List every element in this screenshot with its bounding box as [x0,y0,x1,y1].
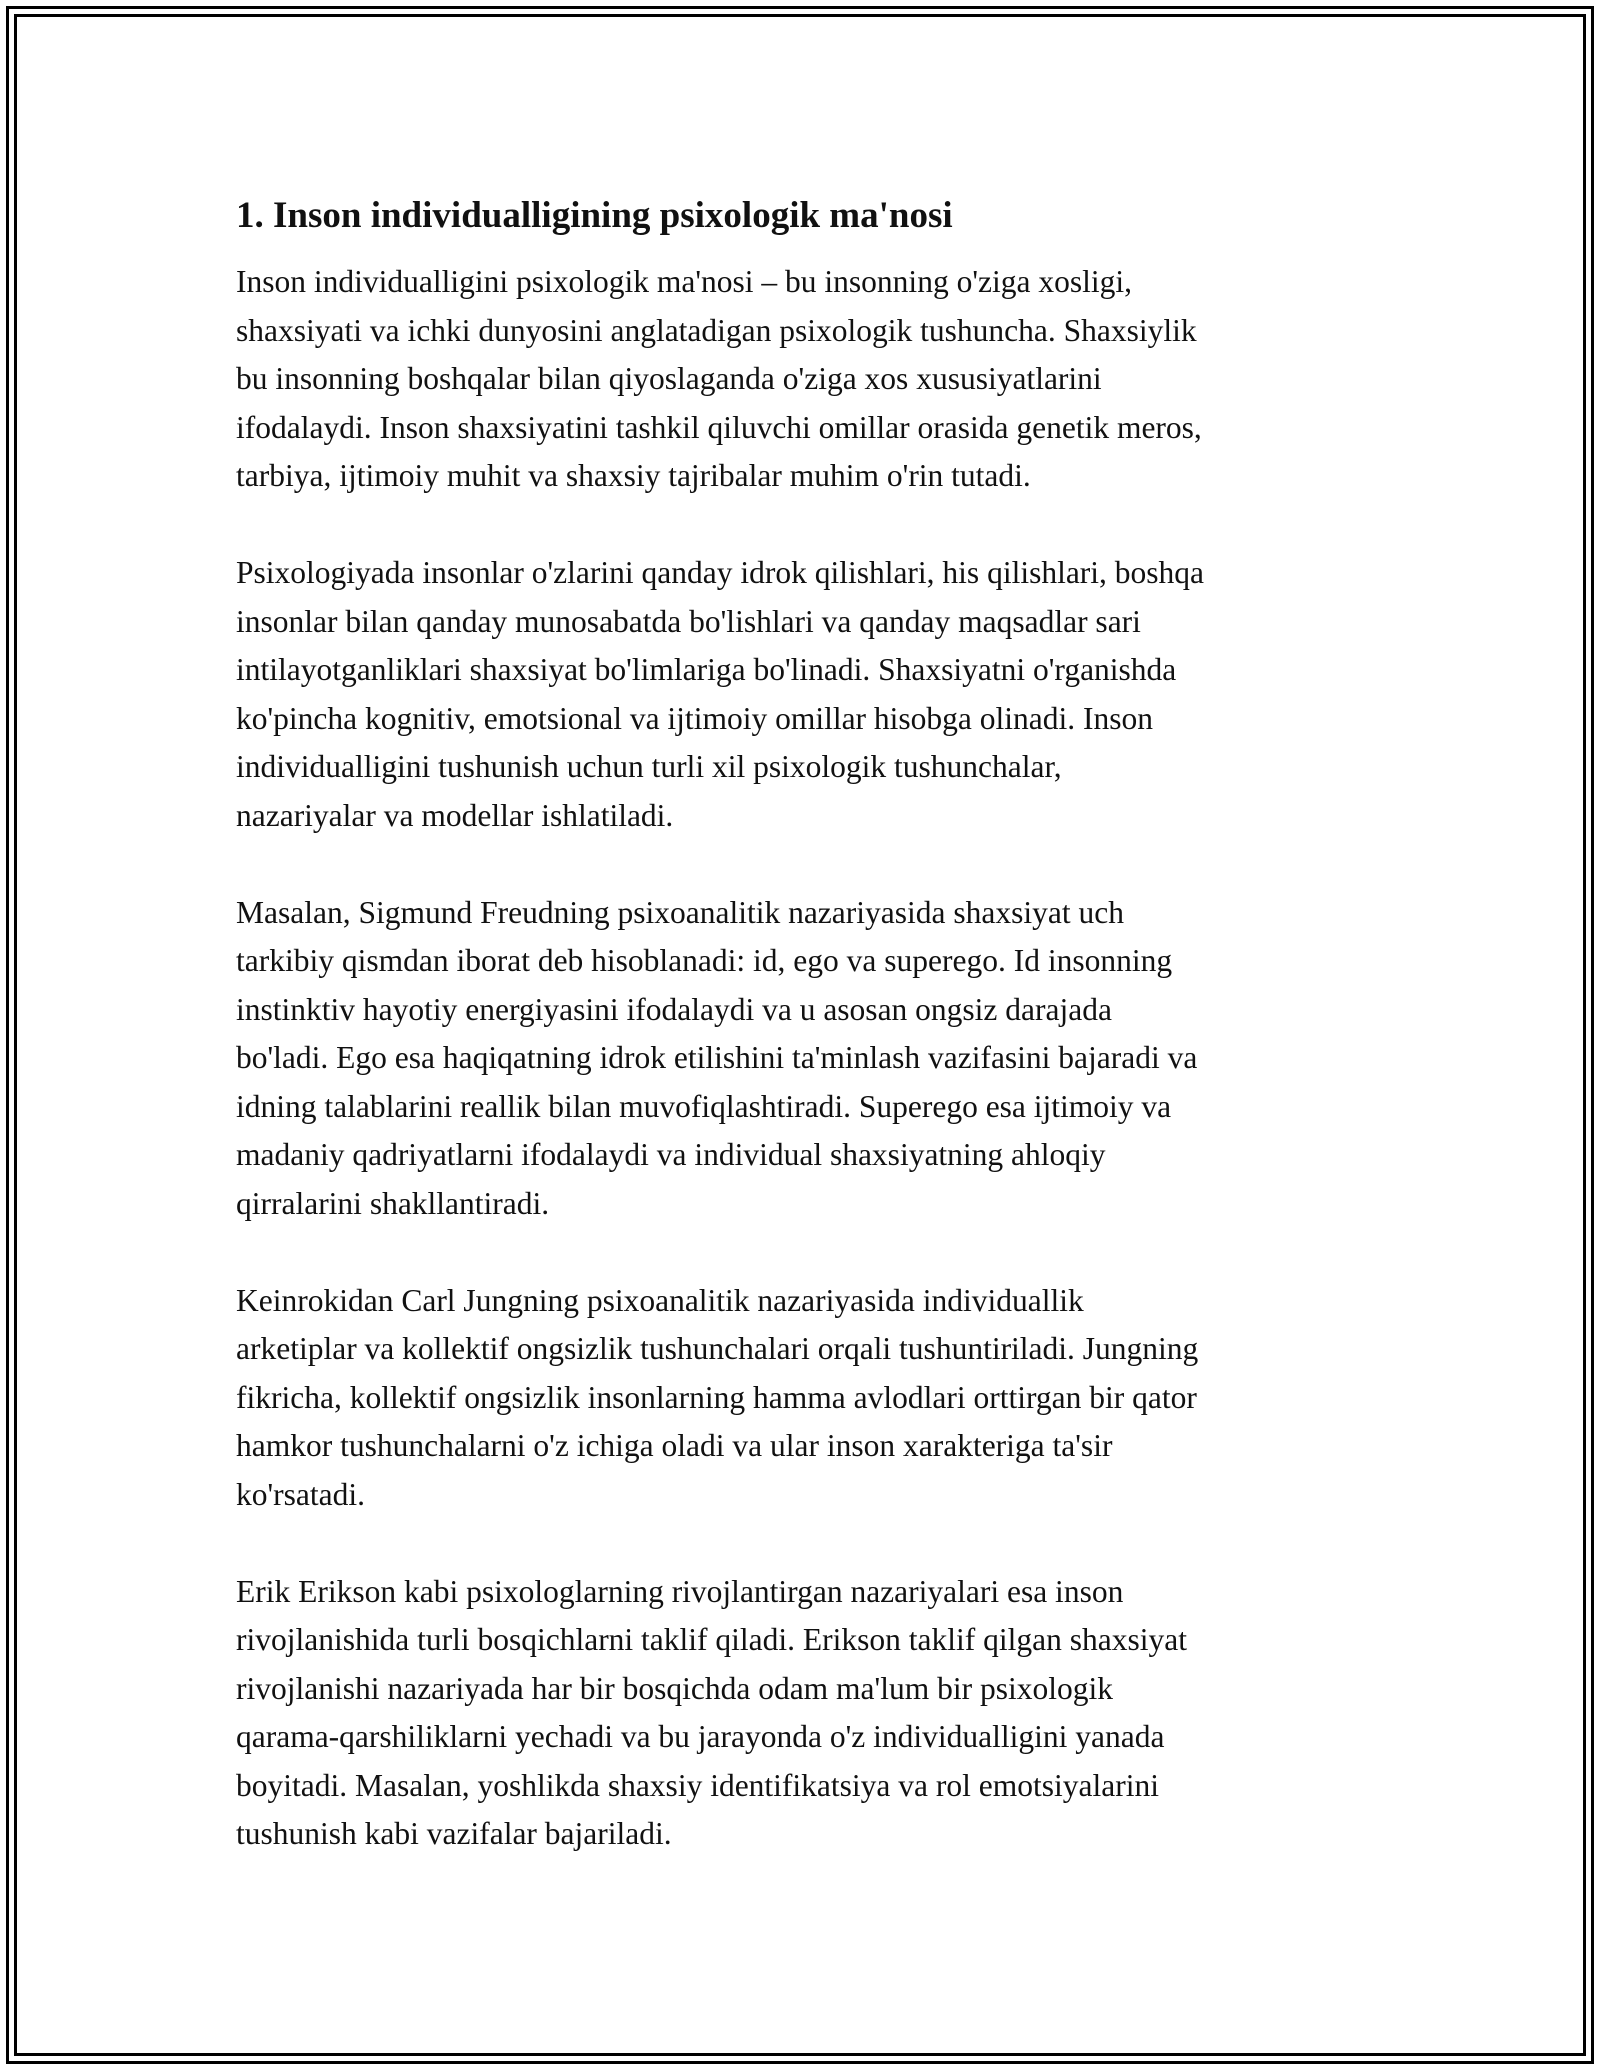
text-line: bo'ladi. Ego esa haqiqatning idrok etilishini ta'minlash vazifasini bajaradi va [236,1040,1198,1075]
text-line: tarbiya, ijtimoiy muhit va shaxsiy tajribalar muhim o'rin tutadi. [236,458,1031,493]
text-line: Psixologiyada insonlar o'zlarini qanday idrok qilishlari, his qilishlari, boshqa [236,555,1205,590]
text-line: rivojlanishi nazariyada har bir bosqichda odam ma'lum bir psixologik [236,1670,1113,1706]
text-line: ko'pincha kognitiv, emotsional va ijtimoiy omillar hisobga olinadi. Inson [236,700,1154,736]
text-line: ifodalaydi. Inson shaxsiyatini tashkil qiluvchi omillar orasida genetik meros, [236,409,1202,445]
paragraph-2 [236,549,1376,840]
text-line: Erik Erikson kabi psixologlarning rivojlantirgan nazariyalari esa inson [236,1573,1124,1609]
text-line: Keinrokidan Carl Jungning psixoanalitik nazariyasida individuallik [236,1282,1084,1318]
text-line: rivojlanishida turli bosqichlarni taklif qiladi. Erikson taklif qilgan shaxsiyat [236,1622,1187,1657]
text-line: shaxsiyati va ichki dunyosini anglatadigan psixologik tushuncha. Shaxsiylik [236,312,1197,348]
text-line: qarama-qarshiliklarni yechadi va bu jarayonda o'z individualligini yanada [236,1719,1165,1754]
text-line: individualligini tushunish uchun turli xil psixologik tushunchalar, [236,749,1062,784]
text-line: insonlar bilan qanday munosabatda bo'lishlari va qanday maqsadlar sari [236,603,1141,639]
text-line: boyitadi. Masalan, yoshlikda shaxsiy identifikatsiya va rol emotsiyalarini [236,1767,1159,1803]
text-line: instinktiv hayotiy energiyasini ifodalaydi va u asosan ongsiz darajada [236,991,1112,1027]
text-line: nazariyalar va modellar ishlatiladi. [236,797,674,833]
text-line: hamkor tushunchalarni o'z ichiga oladi va ular inson xarakteriga ta'sir [236,1428,1113,1463]
section-heading: 1. Inson individualligining psixologik ma'nosi [236,195,953,236]
text-line: tarkibiy qismdan iborat deb hisoblanadi: id, ego va superego. Id insonning [236,943,1173,978]
text-line: arketiplar va kollektif ongsizlik tushunchalari orqali tushuntiriladi. Jungning [236,1331,1199,1366]
text-line: fikricha, kollektif ongsizlik insonlarning hamma avlodlari orttirgan bir qator [236,1379,1197,1415]
paragraph-4 [236,1277,1376,1520]
document-body [236,188,1376,1907]
text-line: idning talablarini reallik bilan muvofiqlashtiradi. Superego esa ijtimoiy va [236,1088,1172,1124]
text-line: intilayotganliklari shaxsiyat bo'limlariga bo'linadi. Shaxsiyatni o'rganishda [236,652,1177,687]
text-line: Masalan, Sigmund Freudning psixoanalitik nazariyasida shaxsiyat uch [236,894,1124,930]
text-line: tushunish kabi vazifalar bajariladi. [236,1816,672,1851]
text-line: qirralarini shakllantiradi. [236,1185,550,1221]
text-line: madaniy qadriyatlarni ifodalaydi va individual shaxsiyatning ahloqiy [236,1137,1106,1172]
paragraph-1 [236,258,1376,501]
paragraph-5 [236,1568,1376,1859]
text-line: Inson individualligini psixologik ma'nosi – bu insonning o'ziga xosligi, [236,264,1132,299]
paragraph-3 [236,889,1376,1229]
text-line: bu insonning boshqalar bilan qiyoslaganda o'ziga xos xususiyatlarini [236,361,1102,396]
text-line: ko'rsatadi. [236,1476,366,1512]
